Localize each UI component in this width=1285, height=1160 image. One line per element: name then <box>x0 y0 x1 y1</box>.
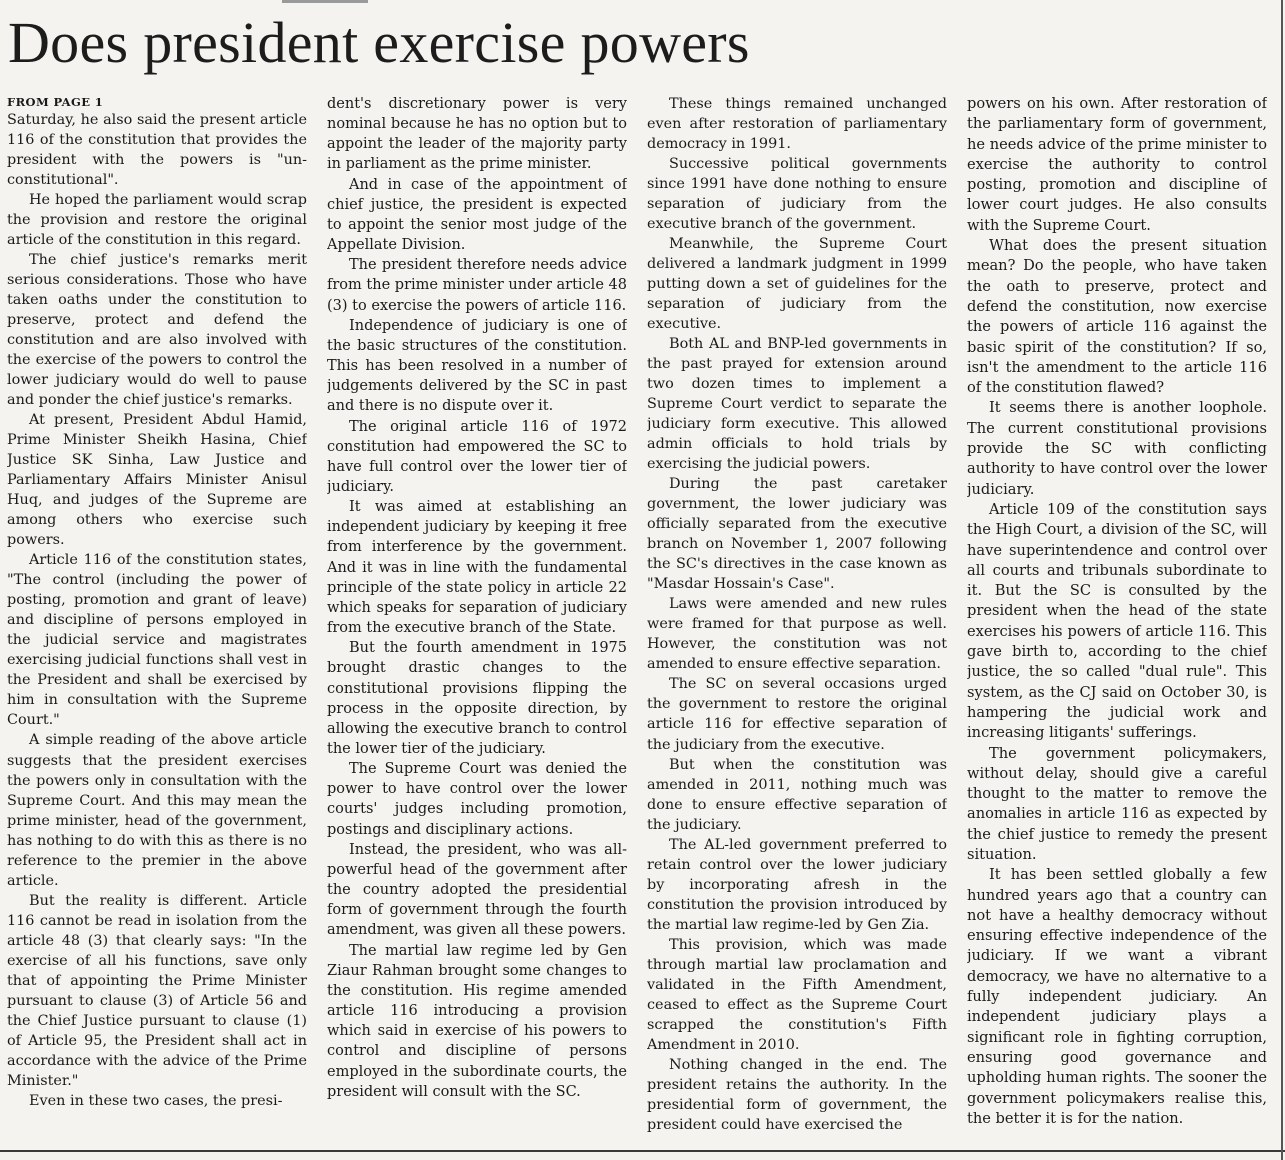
paragraph: Both AL and BNP-led governments in the past prayed for extension around two dozen times to implement a Supreme Court verdict to separate the judiciary form executive. This allowed admin officials to hold trials by exercising the judicial powers. <box>647 336 947 473</box>
paragraph: Article 109 of the constitution says the High Court, a division of the SC, will have superintendence and control over all courts and tribunals subordinate to it. But the SC is consulted by the president when the head of the state exercises his powers of article 116. This gave birth to, according to the chief justice, the so called "dual rule". This system, as the CJ said on October 30, is hampering the judicial work and increasing litigants' sufferings. <box>967 500 1267 742</box>
paragraph: Saturday, he also said the present article 116 of the constitution that provides the president with the powers is "un-constitutional". <box>7 112 307 189</box>
bottom-rule <box>0 1150 1285 1152</box>
paragraph: The chief justice's remarks merit serious considerations. Those who have taken oaths under the constitution to preserve, protect and defend the constitution and are also involved with the exercise of the powers to control the lower judiciary would do well to pause and ponder the chief justice's remarks. <box>7 252 307 409</box>
paragraph: What does the present situation mean? Do the people, who have taken the oath to preserve, protect and defend the constitution, now exercise the powers of article 116 against the basic spirit of the constitution? If so, isn't the amendment to the article 116 of the constitution flawed? <box>967 237 1267 397</box>
paragraph: Independence of judiciary is one of the basic structures of the constitution. This has been resolved in a number of judgements delivered by the SC in past and there is no dispute over it. <box>327 317 627 415</box>
paragraph: The government policymakers, without delay, should give a careful thought to the matter to remove the anomalies in article 116 as expected by the chief justice to remedy the present situation. <box>967 744 1267 863</box>
paragraph: The AL-led government preferred to retain control over the lower judiciary by incorporating afresh in the constitution the provision introduced by the martial law regime-led by Gen Zia. <box>647 836 947 933</box>
article-column-1 <box>7 94 307 1134</box>
paragraph: Even in these two cases, the presi- <box>29 1092 283 1109</box>
paragraph: powers on his own. After restoration of the parliamentary form of government, he needs advice of the prime minister to exercise the authority to control posting, promotion and discipline of lower court judges. He also consults with the Supreme Court. <box>967 95 1267 234</box>
paragraph: Article 116 of the constitution states, "The control (including the power of posting, promotion and grant of leave) and discipline of persons employed in the judicial service and magistrates exercising judicial functions shall vest in the President and shall be exercised by him in consultation with the Supreme Court." <box>7 552 307 729</box>
paragraph: It seems there is another loophole. The current constitutional provisions provide the SC with conflicting authority to have control over the lower judiciary. <box>967 399 1267 498</box>
paragraph: But when the constitution was amended in 2011, nothing much was done to ensure effective separation of the judiciary. <box>647 756 947 833</box>
paragraph: At present, President Abdul Hamid, Prime Minister Sheikh Hasina, Chief Justice SK Sinha, Law Justice and Parliamentary Affairs Minister Anisul Huq, and judges of the Supreme are among others who exercise such powers. <box>7 412 307 549</box>
paragraph: The martial law regime led by Gen Ziaur Rahman brought some changes to the constitution. His regime amended article 116 introducing a provision which said in exercise of his powers to control and discipline of persons employed in the subordinate courts, the president will consult with the SC. <box>327 942 627 1100</box>
paragraph: During the past caretaker government, the lower judiciary was officially separated from the executive branch on November 1, 2007 following the SC's directives in the case known as "Masdar Hossain's Case". <box>647 476 947 593</box>
paragraph: But the reality is different. Article 116 cannot be read in isolation from the article 48 (3) that clearly says: "In the exercise of all his functions, save only that of appointing the Prime Minister pursuant to clause (3) of Article 56 and the Chief Justice pursuant to clause (1) of Article 95, the President shall act in accordance with the advice of the Prime Minister." <box>7 892 307 1089</box>
paragraph: The SC on several occasions urged the government to restore the original article 116 for effective separation of the judiciary from the executive. <box>647 676 947 753</box>
paragraph: The Supreme Court was denied the power to have control over the lower courts' judges including promotion, postings and disciplinary actions. <box>327 761 627 838</box>
paragraph: And in case of the appointment of chief justice, the president is expected to appoint the senior most judge of the Appellate Division. <box>327 176 627 254</box>
paragraph: These things remained unchanged even after restoration of parliamentary democracy in 1991. <box>647 96 947 153</box>
right-rule <box>1281 0 1283 1160</box>
article-column-2 <box>327 94 627 1134</box>
paragraph: He hoped the parliament would scrap the provision and restore the original article of the constitution in this regard. <box>7 192 307 249</box>
paragraph: dent's discretionary power is very nominal because he has no option but to appoint the leader of the majority party in parliament as the prime minister. <box>327 96 627 173</box>
paragraph: The president therefore needs advice from the prime minister under article 48 (3) to exercise the powers of article 116. <box>327 257 627 314</box>
paragraph: Instead, the president, who was all-powerful head of the government after the country adopted the presidential form of government through the fourth amendment, was given all these powers. <box>327 841 627 939</box>
paragraph: Nothing changed in the end. The president retains the authority. In the presidential form of government, the president could have exercised the <box>647 1056 947 1133</box>
headline: Does president exercise powers <box>8 10 750 75</box>
article-column-3 <box>647 94 947 1134</box>
paragraph: This provision, which was made through martial law proclamation and validated in the Fifth Amendment, ceased to effect as the Supreme Court scrapped the constitution's Fifth Amendment in 2010. <box>647 936 947 1053</box>
article-column-4 <box>967 94 1267 1134</box>
paragraph: Meanwhile, the Supreme Court delivered a landmark judgment in 1999 putting down a set of guidelines for the separation of judiciary from the executive. <box>647 236 947 333</box>
top-rule <box>282 0 368 3</box>
paragraph: It was aimed at establishing an independent judiciary by keeping it free from interference by the government. And it was in line with the fundamental principle of the state policy in article 22 which speaks for separation of judiciary from the executive branch of the State. <box>327 499 627 637</box>
paragraph: Laws were amended and new rules were framed for that purpose as well. However, the constitution was not amended to ensure effective separation. <box>647 596 947 673</box>
paragraph: A simple reading of the above article suggests that the president exercises the powers only in consultation with the Supreme Court. And this may mean the prime minister, head of the government, has nothing to do with this as there is no reference to the premier in the above article. <box>7 732 307 889</box>
paragraph: The original article 116 of 1972 constitution had empowered the SC to have full control over the lower tier of judiciary. <box>327 418 627 495</box>
continued-from-kicker: FROM PAGE 1 <box>7 95 104 109</box>
paragraph: It has been settled globally a few hundred years ago that a country can not have a healthy democracy without ensuring effective independence of the judiciary. If we want a vibrant democracy, we have no alternative to a fully independent judiciary. An independent judiciary plays a significant role in fighting corruption, ensuring good governance and upholding human rights. The sooner the government policymakers realise this, the better it is for the nation. <box>967 866 1267 1127</box>
paragraph: Successive political governments since 1991 have done nothing to ensure separation of judiciary from the executive branch of the government. <box>647 156 947 233</box>
paragraph: But the fourth amendment in 1975 brought drastic changes to the constitutional provisions flipping the process in the opposite direction, by allowing the executive branch to control the lower tier of the judiciary. <box>327 640 627 757</box>
